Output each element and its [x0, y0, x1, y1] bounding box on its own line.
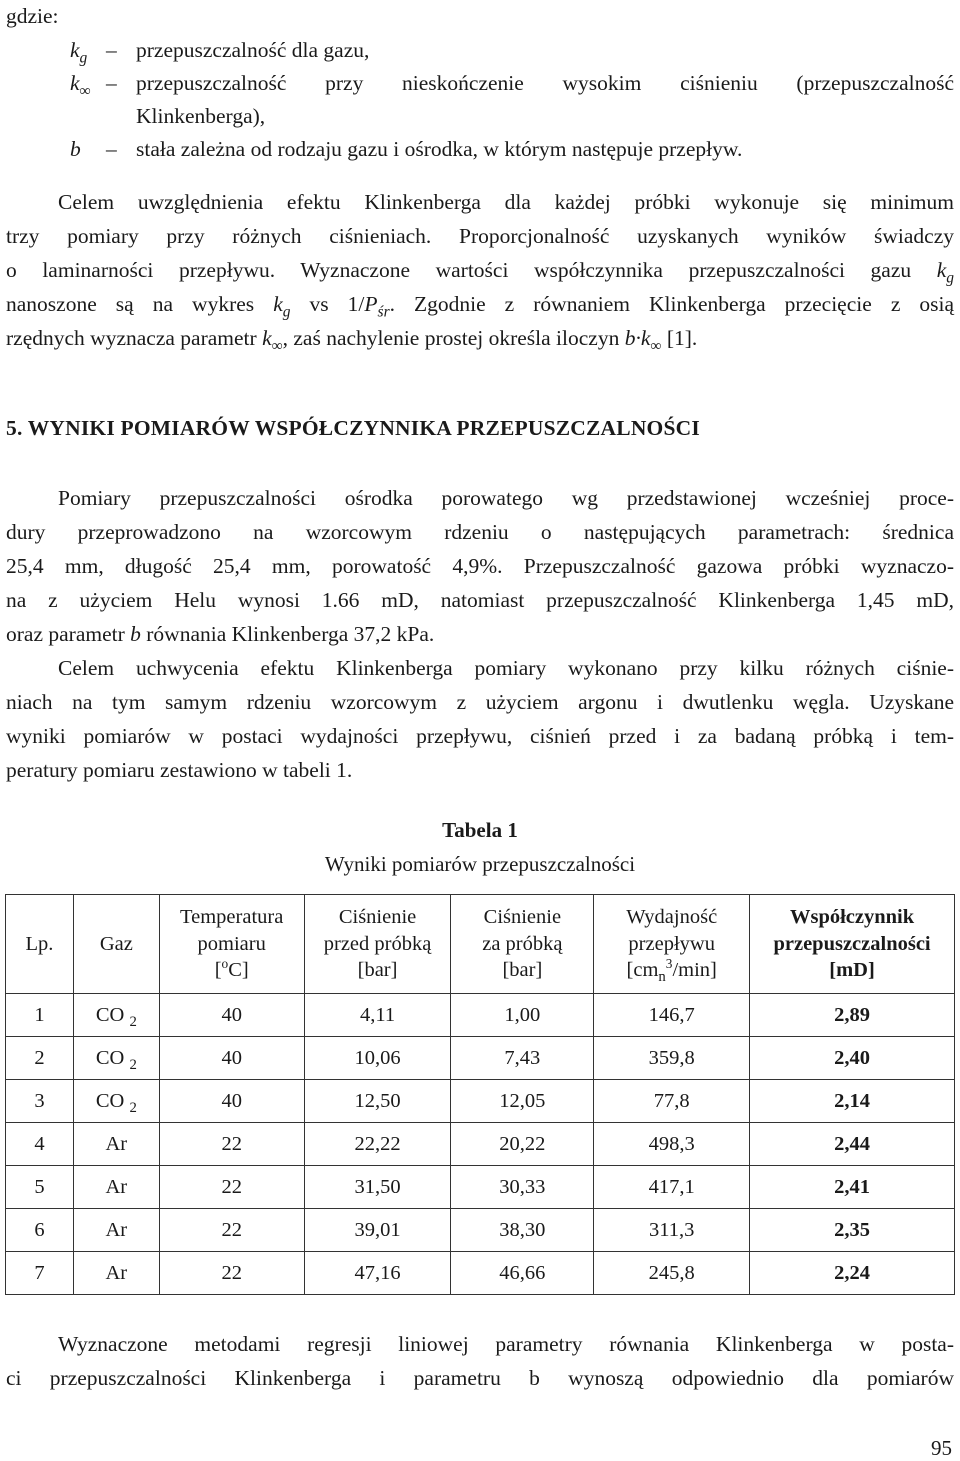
cell-pressure-after: 12,05: [451, 1080, 594, 1123]
cell-pressure-before: 39,01: [304, 1209, 451, 1252]
table-header-row: [6, 895, 955, 994]
cell-permeability: 2,40: [750, 1037, 955, 1080]
paragraph-1-line: nanoszone są na wykres $k_g$ vs $1/P_{śr}$. Zgodnie z równaniem Klinkenberga przecięcie z osią: [6, 292, 955, 321]
cell-pressure-after: 7,43: [451, 1037, 594, 1080]
definition-text: stała zależna od rodzaju gazu i ośrodka, w którym następuje przepływ.: [136, 137, 743, 161]
cell-gas: Ar: [73, 1209, 159, 1252]
cell-lp: 6: [6, 1209, 74, 1252]
cell-pressure-after: 46,66: [451, 1252, 594, 1295]
cell-permeability: 2,14: [750, 1080, 955, 1123]
definition-text: przepuszczalność przy nieskończenie wysokim ciśnieniu (przepuszczalność: [136, 71, 954, 95]
definition-symbol: $k_g$: [70, 38, 88, 67]
intro-text: gdzie:: [6, 4, 59, 28]
cell-gas: Ar: [73, 1252, 159, 1295]
cell-gas: Ar: [73, 1166, 159, 1209]
header-pressure-before: Ciśnienie przed próbką [bar]: [304, 895, 451, 994]
paragraph-2-line: Pomiary przepuszczalności ośrodka porowatego wg przedstawionej wcześniej proce-: [58, 486, 954, 510]
table-row: [6, 1209, 955, 1252]
cell-temperature: 22: [159, 1209, 304, 1252]
table-row: [6, 1080, 955, 1123]
paragraph-2-line: oraz parametr b równania Klinkenberga 37,2 kPa.: [6, 622, 435, 646]
paragraph-3-line: wyniki pomiarów w postaci wydajności przepływu, ciśnień przed i za badaną próbką i tem-: [6, 724, 954, 748]
cell-pressure-after: 38,30: [451, 1209, 594, 1252]
cell-flow-rate: 146,7: [594, 994, 750, 1037]
paragraph-3-line: peratury pomiaru zestawiono w tabeli 1.: [6, 758, 353, 782]
header-pressure-after: Ciśnienie za próbką [bar]: [451, 895, 594, 994]
cell-pressure-after: 1,00: [451, 994, 594, 1037]
cell-permeability: 2,41: [750, 1166, 955, 1209]
cell-temperature: 22: [159, 1252, 304, 1295]
cell-pressure-before: 12,50: [304, 1080, 451, 1123]
table-caption: Wyniki pomiarów przepuszczalności: [324, 852, 636, 876]
table-label: Tabela 1: [442, 818, 518, 842]
cell-temperature: 40: [159, 1080, 304, 1123]
section-heading: 5. WYNIKI POMIARÓW WSPÓŁCZYNNIKA PRZEPUSZCZALNOŚCI: [6, 416, 700, 440]
paragraph-4-line: ci przepuszczalności Klinkenberga i parametru b wynoszą odpowiednio dla pomiarów: [6, 1366, 954, 1390]
cell-gas: CO $_2$: [73, 1037, 159, 1080]
cell-flow-rate: 359,8: [594, 1037, 750, 1080]
cell-lp: 2: [6, 1037, 74, 1080]
paragraph-3-line: niach na tym samym rdzeniu wzorcowym z użyciem argonu i dwutlenku węgla. Uzyskane: [6, 690, 954, 714]
cell-pressure-before: 4,11: [304, 994, 451, 1037]
paragraph-2-line: dury przeprowadzono na wzorcowym rdzeniu o następujących parametrach: średnica: [6, 520, 954, 544]
paragraph-1-line: trzy pomiary przy różnych ciśnieniach. Proporcjonalność uzyskanych wyników świadczy: [6, 224, 954, 248]
cell-flow-rate: 311,3: [594, 1209, 750, 1252]
cell-temperature: 40: [159, 994, 304, 1037]
cell-lp: 3: [6, 1080, 74, 1123]
cell-flow-rate: 417,1: [594, 1166, 750, 1209]
header-gas: Gaz: [73, 895, 159, 994]
table-row: [6, 1252, 955, 1295]
definition-dash: –: [106, 137, 117, 161]
cell-temperature: 40: [159, 1037, 304, 1080]
cell-gas: Ar: [73, 1123, 159, 1166]
cell-lp: 1: [6, 994, 74, 1037]
cell-pressure-before: 22,22: [304, 1123, 451, 1166]
definition-text: Klinkenberga),: [136, 104, 266, 128]
cell-pressure-before: 10,06: [304, 1037, 451, 1080]
cell-lp: 7: [6, 1252, 74, 1295]
definition-text: przepuszczalność dla gazu,: [136, 38, 370, 62]
definition-symbol: b: [70, 137, 81, 161]
definition-dash: –: [106, 38, 117, 62]
cell-pressure-before: 47,16: [304, 1252, 451, 1295]
cell-temperature: 22: [159, 1123, 304, 1166]
cell-pressure-after: 30,33: [451, 1166, 594, 1209]
cell-flow-rate: 77,8: [594, 1080, 750, 1123]
cell-lp: 4: [6, 1123, 74, 1166]
cell-flow-rate: 245,8: [594, 1252, 750, 1295]
page-number: 95: [931, 1436, 952, 1460]
cell-lp: 5: [6, 1166, 74, 1209]
definition-dash: –: [106, 71, 117, 95]
paragraph-1-line: rzędnych wyznacza parametr $k_\infty$, zaś nachylenie prostej określa iloczyn $b\cdot k_\infty$ [1].: [6, 326, 698, 355]
table-row: [6, 1037, 955, 1080]
cell-permeability: 2,44: [750, 1123, 955, 1166]
cell-permeability: 2,35: [750, 1209, 955, 1252]
paragraph-2-line: 25,4 mm, długość 25,4 mm, porowatość 4,9%. Przepuszczalność gazowa próbki wyznaczo-: [6, 554, 954, 578]
table-row: [6, 1166, 955, 1209]
cell-gas: CO $_2$: [73, 994, 159, 1037]
cell-permeability: 2,89: [750, 994, 955, 1037]
header-flow-rate: Wydajność przepływu $[cm_n^3/\min]$: [594, 895, 750, 994]
header-lp: Lp.: [6, 895, 74, 994]
paragraph-4-line: Wyznaczone metodami regresji liniowej parametry równania Klinkenberga w posta-: [58, 1332, 954, 1356]
table-row: [6, 1123, 955, 1166]
cell-gas: CO $_2$: [73, 1080, 159, 1123]
cell-pressure-before: 31,50: [304, 1166, 451, 1209]
paragraph-2-line: na z użyciem Helu wynosi 1.66 mD, natomiast przepuszczalność Klinkenberga 1,45 mD,: [6, 588, 954, 612]
paragraph-1-line: o laminarności przepływu. Wyznaczone wartości współczynnika przepuszczalności gazu $k_g$: [6, 258, 955, 287]
paragraph-3-line: Celem uchwycenia efektu Klinkenberga pomiary wykonano przy kilku różnych ciśnie-: [58, 656, 954, 680]
cell-flow-rate: 498,3: [594, 1123, 750, 1166]
definition-symbol: $k_\infty$: [70, 71, 91, 100]
header-temperature: Temperatura pomiaru [$^o$C]: [159, 895, 304, 994]
header-permeability: Współczynnik przepuszczalności [mD]: [750, 895, 955, 994]
cell-pressure-after: 20,22: [451, 1123, 594, 1166]
results-table: [5, 894, 955, 1295]
table-row: [6, 994, 955, 1037]
cell-permeability: 2,24: [750, 1252, 955, 1295]
cell-temperature: 22: [159, 1166, 304, 1209]
paragraph-1-line: Celem uwzględnienia efektu Klinkenberga dla każdej próbki wykonuje się minimum: [58, 190, 954, 214]
